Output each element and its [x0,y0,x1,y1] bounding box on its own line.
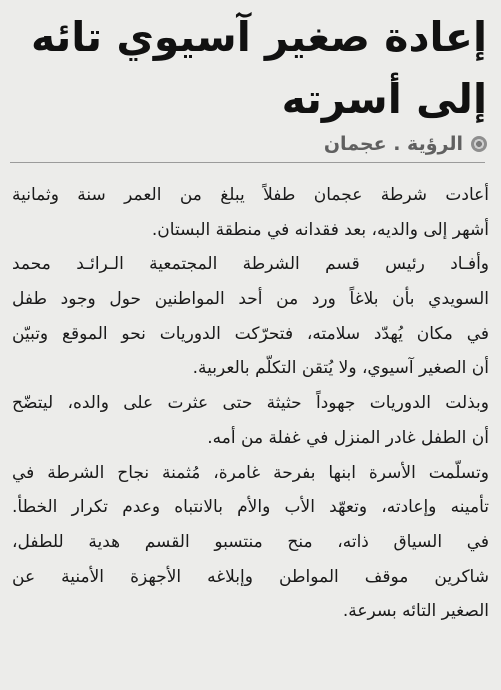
body-line: وتسلّمت الأسرة ابنها بفرحة غامرة، مُثمنة نجاح الشرطة في [12,462,489,483]
headline-line: إلى أسرته [281,75,487,123]
byline-text: الرؤية . عجمان [323,133,463,155]
byline-divider [10,162,485,163]
body-line: وأفـاد رئيس قسم الشرطة المجتمعية الـرائـد محمد [12,254,489,275]
article-body [12,178,489,629]
body-line: السويدي بأن بلاغاً ورد من أحد المواطنين حول وجود طفل [12,289,489,310]
headline [10,6,487,130]
body-line: وبذلت الدوريات جهوداً حثيثة حتى عثرت على والده، ليتضّح [12,393,489,414]
byline-logo-icon [471,136,487,152]
body-line: أن الطفل غادر المنزل في غفلة من أمه. [207,427,489,448]
body-line: شاكرين موقف المواطن وإبلاغه الأجهزة الأمنية عن [12,566,489,587]
body-line: تأمينه وإعادته، وتعهّد الأب والأم بالانتباه وعدم تكرار الخطأ. [12,497,489,518]
body-line: الصغير التائه بسرعة. [342,601,489,622]
body-line: أعادت شرطة عجمان طفلاً يبلغ من العمر سنة وثمانية [12,185,489,205]
byline [324,133,487,155]
body-line: في السياق ذاته، منح منتسبو القسم هدية للطفل، [12,531,489,552]
headline-line: إعادة صغير آسيوي تائه [31,13,487,61]
body-line: أشهر إلى والديه، بعد فقدانه في منطقة البستان. [151,219,489,240]
body-line: في مكان يُهدّد سلامته، فتحرّكت الدوريات نحو الموقع وتبيّن [12,323,489,344]
body-line: أن الصغير آسيوي، ولا يُتقن التكلّم بالعربية. [192,358,489,379]
